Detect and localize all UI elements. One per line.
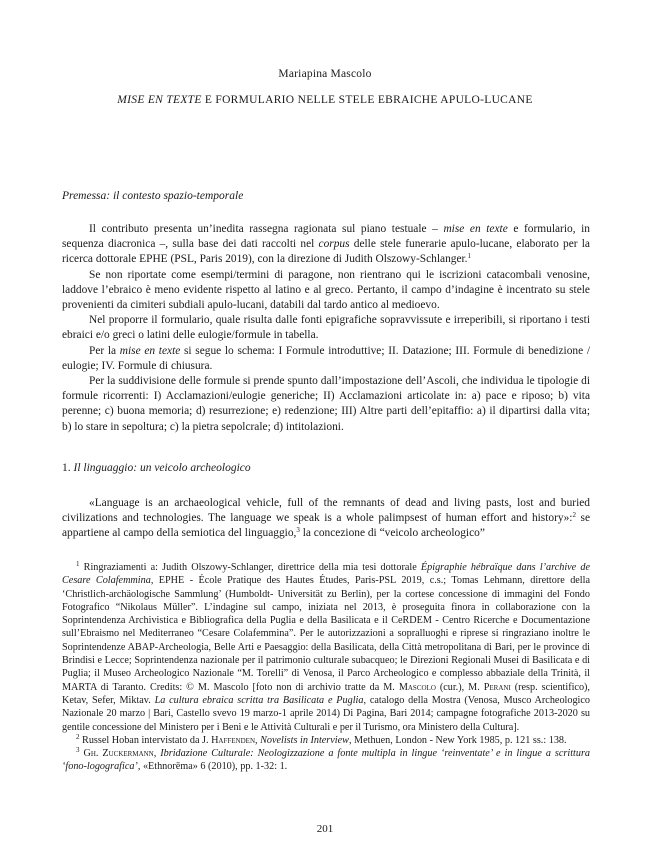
section-heading-linguaggio: 1. Il linguaggio: un veicolo archeologico xyxy=(62,462,251,474)
paragraph: «Language is an archaeological vehicle, full of the remnants of dead and living pasts, lost and buried civilizations and technologies. The language we speak is a whole palimpsest of human effort and history»:$^2$ se appartiene al campo della semiotica del linguaggio,$^3$ la concezione di “veicolo archeologico” xyxy=(62,497,590,540)
section-number: 1. xyxy=(62,462,74,474)
section-body-premessa xyxy=(62,222,590,435)
footnote-ref: 2 xyxy=(572,511,576,520)
article-title xyxy=(70,94,580,106)
section-heading-premessa: Premessa: il contesto spazio-temporale xyxy=(62,190,244,202)
page-number: 201 xyxy=(316,823,334,835)
section-body-linguaggio xyxy=(62,496,590,542)
footnote-2: $^2$ Russel Hoban intervistato da J. Haffenden, Novelists in Interview, Methuen, London - New York 1985, p. 121 ss.: 138. xyxy=(76,732,567,746)
paragraph: Per la mise en texte si segue lo schema: I Formule introduttive; II. Datazione; III. Formule di benedizione / eulogie; IV. Formule di chiusura. xyxy=(62,344,590,372)
footnote-ref: 1 xyxy=(467,252,472,261)
title-rest: E FORMULARIO NELLE STELE EBRAICHE APULO-LUCANE xyxy=(201,94,533,106)
paragraph: Nel proporre il formulario, quale risulta dalle fonti epigrafiche sopravvissute e irreperibili, si riportano i testi ebraici e/o greci o latini delle eulogie/formule in tabella. xyxy=(62,314,590,342)
footnotes xyxy=(62,561,590,774)
footnote-1: $^1$ Ringraziamenti a: Judith Olszowy-Schlanger, direttrice della mia tesi dottorale Épigraphie hébraïque dans l’archive de Cesare Colafemmina, EPHE - École Pratique des Hautes Études, Paris-PSL 2019, c.s.; Tomas Lehmann, direttore della ‘Christlich-archäologische Sammlung’ (Humboldt- Universität zu Berlin), per la cortese concessione di immagini del Fondo Fotografico “Nikolaus Müller”. L’indagine sul campo, iniziata nel 2013, è proseguita finora in collaborazione con la Soprintendenza Archivistica e Bibliografica della Puglia e della Basilicata e il CeRDEM - Centro Ricerche e Documentazione sull’Ebraismo nel Mediterraneo “Cesare Colafemmina”. Per le autorizzazioni a sopralluoghi e riprese si ringraziano inoltre le Soprintendenze ABAP-Archeologia, Belle Arti e Paesaggio: della Basilicata, della Città metropolitana di Bari, per le province di Brindisi e Lecce; Soprintendenza nazionale per il patrimonio culturale subacqueo; le Direzioni Regionali Musei di Basilicata e di Puglia; il Museo Archeologico Nazionale “M. Torelli” di Venosa, il Parco Archeologico e complesso abbaziale della Trinità, il MARTA di Taranto. Credits: © M. Mascolo [foto non di archivio tratte da M. Mascolo (cur.), M. Perani (resp. scientifico), Ketav, Sefer, Miktav. La cultura ebraica scritta tra Basilicata e Puglia, catalogo della Mostra (Venosa, Musco Archeologico Nazionale 20 marzo | Bari, Castello svevo 19 marzo-1 aprile 2014) Di Pagina, Bari 2014; campagne fotografiche 2013-2020 su gentile concessione del Ministero per i Beni e le Attività Culturali e per il Turismo, ora Ministero della Cultura]. xyxy=(62,560,590,733)
footnote-3: $^3$ Gh. Zuckermann, Ibridazione Culturale: Neologizzazione a fonte multipla in lingue ‘reinventate’ e in lingue a scrittura ‘fono-logografica’, «Ethnorēma» 6 (2010), pp. 1-32: 1. xyxy=(62,746,591,773)
paragraph: Se non riportate come esempi/termini di paragone, non rientrano qui le iscrizioni catacombali venosine, laddove l’ebraico è meno evidente rispetto al latino e al greco. Pertanto, il campo d’indagine è incentrato su stele provenienti da cimiteri subdiali apulo-lucani, databili dal tardo antico al medioevo. xyxy=(62,268,590,312)
title-italic: MISE EN TEXTE xyxy=(117,94,202,106)
author-name: Mariapina Mascolo xyxy=(278,68,372,80)
paragraph: Per la suddivisione delle formule si prende spunto dall’impostazione dell’Ascoli, che individua le tipologie di formule ricorrenti: I) Acclamazioni/eulogie generiche; II) Acclamazioni articolate in: a) pace e riposo; b) vita perenne; c) buona memoria; d) resurrezione; e) redenzione; III) Altre parti dell’epitaffio: a) il dipartirsi dalla vita; b) lo stare in sepoltura; c) la pietra sepolcrale; d) intitolazioni. xyxy=(62,375,590,433)
paragraph: Il contributo presenta un’inedita rassegna ragionata sul piano testuale – mise en texte e formulario, in sequenza diacronica –, sulla base dei dati raccolti nel corpus delle stele funerarie apulo-lucane, elaborato per la ricerca dottorale EPHE (PSL, Paris 2019), con la direzione di Judith Olszowy-Schlanger.$^1$ xyxy=(62,223,590,266)
footnote-ref: 3 xyxy=(296,526,300,535)
